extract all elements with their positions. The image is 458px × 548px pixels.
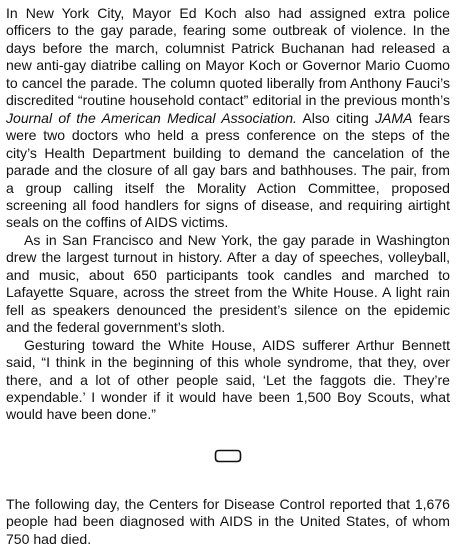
- text-run: Gesturing toward the White House, AIDS sufferer Arthur Bennett said, “I think in the beginning of this whole syndrome, that they, over there, and a lot of other people said, ‘Let the faggots die. They’re expendable.’ I wonder if it would have been 1,500 Boy Scouts, what would have been done.”: [6, 336, 450, 423]
- section-divider: [6, 438, 450, 474]
- rounded-rectangle-ornament-icon: [214, 449, 242, 463]
- paragraph-2: [6, 232, 450, 337]
- text-run: As in San Francisco and New York, the gay parade in Washington drew the largest turnout in history. After a day of speeches, volleyball, and music, about 650 participants took candles and marched to Lafayette Square, across the street from the White House. A light rain fell as speakers denounced the president’s silence on the epidemic and the federal government’s sloth.: [6, 231, 450, 336]
- text-run: Also citing: [296, 109, 376, 126]
- journal-title: Journal of the American Medical Association.: [6, 109, 297, 126]
- closing-paragraph: The following day, the Centers for Disease Control reported that 1,676 people had been diagnosed with AIDS in the United States, of whom 750 had died.: [6, 495, 450, 547]
- text-run: fears were two doctors who held a press conference on the steps of the city’s Health Department building to demand the cancelation of the parade and the closure of all gay bars and bathhouses. The pair, from a group calling itself the Morality Action Committee, proposed screening all food handlers for signs of disease, and requiring airtight seals on the coffins of AIDS victims.: [6, 109, 450, 231]
- journal-abbrev: JAMA: [375, 109, 413, 126]
- paragraph-3: [6, 337, 450, 424]
- document-page: [6, 5, 450, 548]
- paragraph-1: [6, 5, 450, 232]
- text-run: In New York City, Mayor Ed Koch also had assigned extra police officers to the gay parade, fearing some outbreak of violence. In the days before the march, columnist Patrick Buchanan had released a new anti-gay diatribe calling on Mayor Koch or Governor Mario Cuomo to cancel the parade. The column quoted liberally from Anthony Fauci’s discredited “routine household contact” editorial in the previous month’s: [6, 5, 450, 109]
